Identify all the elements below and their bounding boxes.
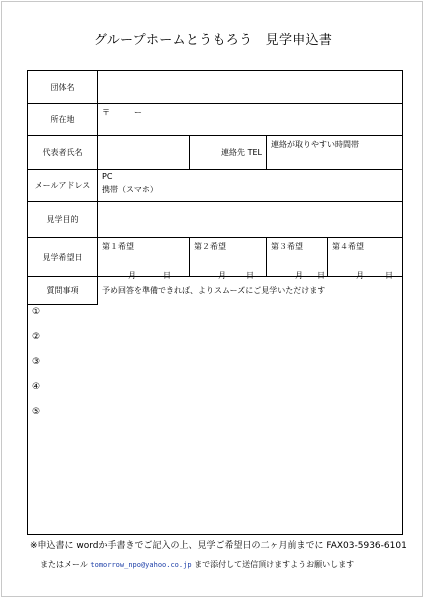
choice-4-month: 月	[356, 271, 364, 280]
choice-1-label: 第１希望	[102, 242, 134, 251]
row-purpose	[28, 202, 403, 238]
purpose-label: 見学目的	[28, 202, 98, 238]
row-preferred-date	[28, 238, 403, 277]
preferred-date-label: 見学希望日	[28, 238, 98, 277]
choice-3-month: 月	[295, 271, 303, 280]
choice-4-cell[interactable]	[328, 238, 403, 280]
choice-2-cell[interactable]	[190, 238, 267, 280]
contact-tel-label: 連絡先 TEL	[221, 148, 262, 157]
contact-time-label: 連絡が取りやすい時間帯	[271, 140, 359, 149]
address-field[interactable]	[98, 104, 403, 136]
footer-email-prefix: またはメール	[40, 560, 88, 569]
postal-mark: 〒 ー	[102, 108, 142, 117]
question-3-marker: ③	[32, 357, 41, 367]
email-pc-label: PC	[102, 172, 113, 181]
question-5-marker: ⑤	[32, 407, 41, 417]
choice-3-day: 日	[317, 271, 325, 280]
question-1-marker: ①	[32, 307, 41, 317]
footer-email-line	[40, 559, 354, 570]
row-questions-header	[28, 277, 403, 305]
choice-1-month: 月	[128, 271, 136, 280]
representative-field[interactable]	[98, 136, 190, 170]
email-field[interactable]	[98, 170, 403, 202]
choice-3-cell[interactable]	[267, 238, 328, 280]
email-label: メールアドレス	[28, 170, 98, 202]
application-form-table	[27, 70, 403, 535]
row-representative	[28, 136, 403, 170]
address-label: 所在地	[28, 104, 98, 136]
contact-time-field[interactable]	[267, 136, 403, 170]
question-2-marker: ②	[32, 332, 41, 342]
row-group-name	[28, 71, 403, 104]
questions-field[interactable]	[28, 305, 403, 535]
footer-email-suffix: まで添付して送信頂けますようお願いします	[194, 560, 355, 569]
row-questions-body	[28, 305, 403, 535]
choice-1-day: 日	[163, 271, 171, 280]
footer-instructions: ※申込書に wordか手書きでご記入の上、見学ご希望日の二ヶ月前までに FAX03-5936-6101	[30, 541, 407, 551]
choice-4-label: 第４希望	[332, 242, 364, 251]
choice-3-label: 第３希望	[271, 242, 303, 251]
question-4-marker: ④	[32, 382, 41, 392]
choice-1-cell[interactable]	[98, 238, 190, 280]
choice-2-label: 第２希望	[194, 242, 226, 251]
group-name-field[interactable]	[98, 71, 403, 104]
questions-note: 予め回答を準備できれば、よりスムーズにご見学いただけます	[102, 286, 326, 296]
contact-tel-field[interactable]	[190, 136, 267, 170]
choice-2-day: 日	[246, 271, 254, 280]
footer-email-link[interactable]: tomorrow_npo@yahoo.co.jp	[90, 561, 192, 569]
choice-4-day: 日	[385, 271, 393, 280]
group-name-label: 団体名	[28, 71, 98, 104]
row-email	[28, 170, 403, 202]
representative-label: 代表者氏名	[28, 136, 98, 170]
document-title: グループホームとうもろう 見学申込書	[93, 33, 333, 48]
purpose-field[interactable]	[98, 202, 403, 238]
questions-label: 質問事項	[28, 277, 98, 305]
email-mobile-label: 携帯（スマホ）	[102, 185, 158, 194]
row-address	[28, 104, 403, 136]
choice-2-month: 月	[218, 271, 226, 280]
